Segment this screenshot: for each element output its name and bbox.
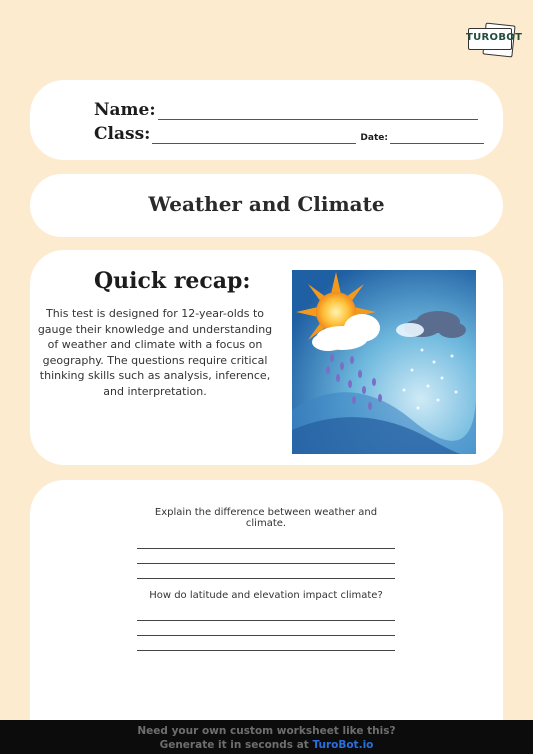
- name-field[interactable]: [158, 106, 478, 120]
- answer-line[interactable]: [137, 549, 395, 564]
- promo-footer: [0, 720, 533, 754]
- turobot-link[interactable]: TuroBot.io: [312, 739, 374, 751]
- answer-line[interactable]: [137, 564, 395, 579]
- answer-line[interactable]: [137, 606, 395, 621]
- footer-line-2-prefix: Generate it in seconds at: [159, 739, 313, 751]
- class-field[interactable]: [152, 130, 356, 144]
- footer-line-1: Need your own custom worksheet like this?: [137, 725, 396, 737]
- question-2: [136, 590, 396, 651]
- date-label: Date:: [360, 133, 388, 143]
- date-field[interactable]: [390, 130, 484, 144]
- recap-card: [30, 250, 503, 465]
- recap-heading: Quick recap:: [94, 268, 251, 294]
- logo-text: TUROBOT: [466, 32, 523, 43]
- answer-line[interactable]: [137, 636, 395, 651]
- class-row: [94, 124, 484, 144]
- answer-line[interactable]: [137, 621, 395, 636]
- turobot-logo: [464, 22, 523, 58]
- weather-illustration-icon: [292, 270, 476, 454]
- question-1: [136, 507, 396, 579]
- question-text: Explain the difference between weather and climate.: [154, 507, 378, 529]
- footer-line-2: [0, 738, 533, 752]
- class-label: Class:: [94, 124, 151, 144]
- title-card: [30, 174, 503, 237]
- name-row: [94, 100, 478, 120]
- recap-body: This test is designed for 12-year-olds to gauge their knowledge and understanding of weather and climate with a focus on geography. The questions require critical thinking skills such as analysis, inference, and interpretation.: [37, 307, 273, 398]
- student-info-card: [30, 80, 503, 160]
- name-label: Name:: [94, 100, 156, 120]
- questions-card: [30, 480, 503, 740]
- question-text: How do latitude and elevation impact climate?: [149, 590, 383, 601]
- worksheet-title: Weather and Climate: [148, 192, 385, 216]
- answer-line[interactable]: [137, 534, 395, 549]
